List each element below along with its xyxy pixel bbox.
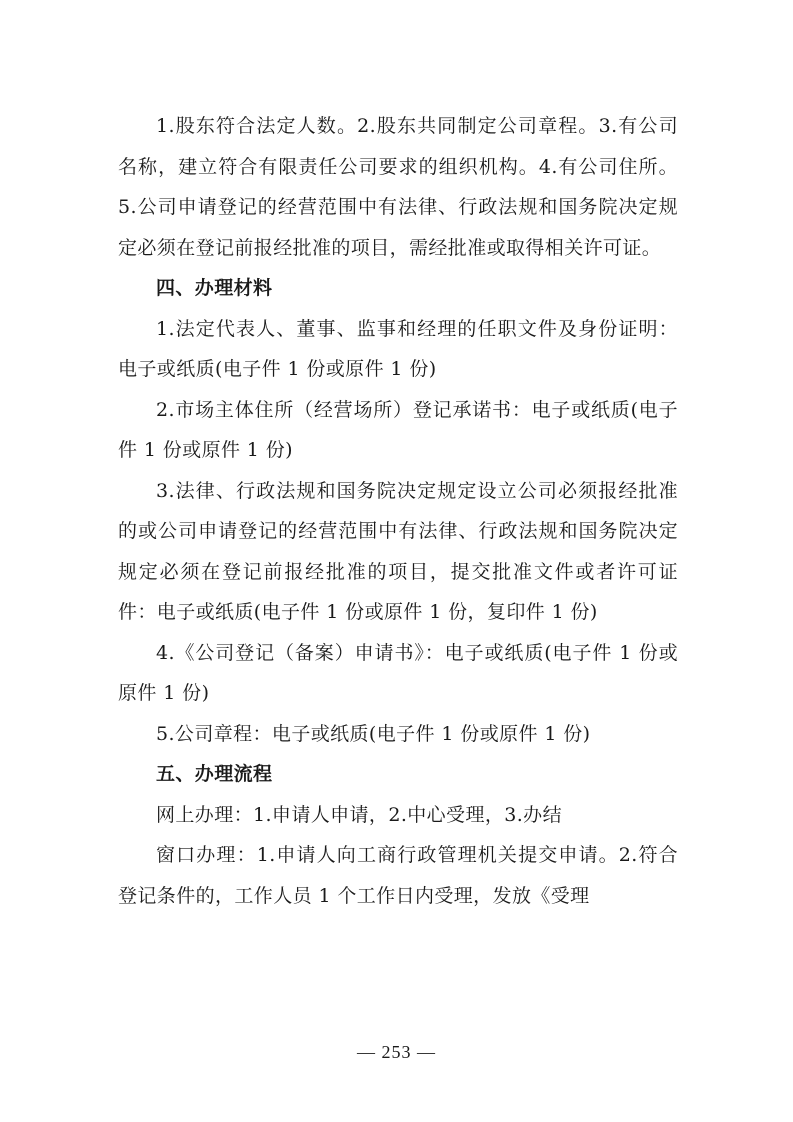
process-online: 网上办理：1.申请人申请，2.中心受理，3.办结 — [156, 803, 562, 826]
material-item-4: 4.《公司登记（备案）申请书》：电子或纸质(电子件 1 份或原件 1 份) — [118, 641, 678, 704]
conditions-paragraph: 1.股东符合法定人数。2.股东共同制定公司章程。3.有公司名称，建立符合有限责任公司要求的组织机构。4.有公司住所。5.公司申请登记的经营范围中有法律、行政法规和国务院决定规定必须在登记前报经批准的项目，需经批准或取得相关许可证。 — [118, 115, 678, 259]
section-heading-materials: 四、办理材料 — [156, 277, 273, 299]
process-window: 窗口办理：1.申请人向工商行政管理机关提交申请。2.符合登记条件的，工作人员 1 个工作日内受理，发放《受理 — [118, 844, 678, 907]
material-item-1: 1.法定代表人、董事、监事和经理的任职文件及身份证明：电子或纸质(电子件 1 份或原件 1 份) — [118, 317, 678, 380]
material-item-2: 2.市场主体住所（经营场所）登记承诺书：电子或纸质(电子件 1 份或原件 1 份) — [118, 398, 678, 461]
page-number: — 253 — — [357, 1042, 436, 1062]
section-heading-process: 五、办理流程 — [156, 763, 273, 785]
material-item-3: 3.法律、行政法规和国务院决定规定设立公司必须报经批准的或公司申请登记的经营范围中有法律、行政法规和国务院决定规定必须在登记前报经批准的项目，提交批准文件或者许可证件：电子或纸质(电子件 1 份或原件 1 份，复印件 1 份) — [118, 479, 678, 623]
body-text — [118, 106, 678, 916]
material-item-5: 5.公司章程：电子或纸质(电子件 1 份或原件 1 份) — [156, 722, 591, 745]
